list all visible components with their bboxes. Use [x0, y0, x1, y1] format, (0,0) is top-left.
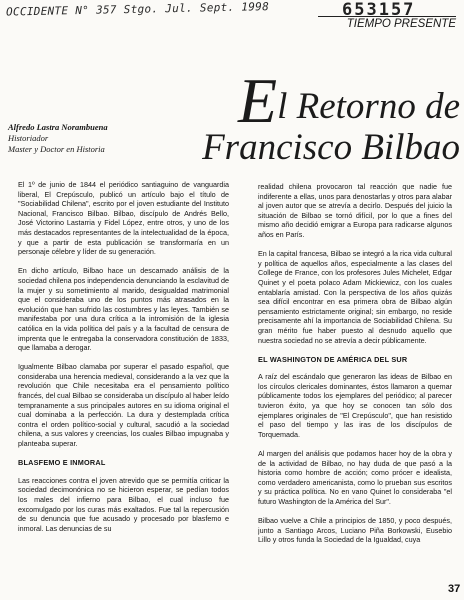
title-initial: E	[238, 65, 278, 136]
right-paragraph-2: En la capital francesa, Bilbao se integró a la rica vida cultural y política de aquellos años, especialmente a las clases del College de France, con los profesores Jules Michelet, Edgar Quinet y el poeta polaco Adam Mickiewicz, con los cuales entablaría amistad. Con la perspectiva de los años quizás sea difícil encontrar en esa primera obra de Bilbao algún pensamiento estrictamente original; sin embargo, no reside precisamente ahí la importancia de Sociabilidad Chilena. Su gran mérito fue haber puesto al desnudo aquello que nuestra sociedad no se atrevía a decir públicamente.	[258, 249, 452, 345]
author-role-2: Master y Doctor en Historia	[8, 144, 105, 154]
left-paragraph-2: En dicho artículo, Bilbao hace un descarnado análisis de la sociedad chilena pos independencia denunciando la esclavitud de la mujer y su sometimiento al marido, desigualdad matrimonial que el consideraba uno de los puntos más atrasados en la evolución que han sufrido las costumbres y las leyes. También se manifestaba por una dura crítica a la intromisión de la iglesia católica en la vida política del país y a la facultad de censura de imprenta que le entregaba la conservadora constitución de 1833, que llamaba a derogar.	[18, 266, 229, 353]
right-paragraph-4: Al margen del análisis que podamos hacer hoy de la obra y de la actividad de Bilbao, no hay duda de que pasó a la historia como hombre de acción; como prócer e idealista, como verdadero americanista, como lo prueban sus escritos y su práctica política. No en vano Quinet lo consideraba "el futuro Washington de la América del Sur".	[258, 449, 452, 506]
left-paragraph-3: Igualmente Bilbao clamaba por superar el pasado español, que consideraba una herencia medieval, considerando a la vez que la revolución que Chile necesitaba era el pensamiento político francés, del cual Bilbao se consideraba un discípulo al haber leído tempranamente a sus principales autores en su idioma original el cual dominaba a la perfección. La dura y destemplada crítica contra el orden político-social y cultural, sacudió a la sociedad chilena, a sus valores y creencias, los cuales Bilbao impugnaba y planteaba superar.	[18, 362, 229, 449]
right-paragraph-3: A raíz del escándalo que generaron las ideas de Bilbao en los círculos clericales dominantes, éstos llamaron a quemar públicamente todos los ejemplares del periódico; al parecer tuvieron éxito, ya que hoy se conocen tan sólo dos ejemplares originales de "El Crepúsculo", que han resistido el paso del tiempo y las iras de los discípulos de Torquemada.	[258, 372, 452, 439]
title-line-2: Francisco Bilbao	[202, 127, 460, 168]
right-paragraph-1: realidad chilena provocaron tal reacción que nadie fue indiferente a ellas, unos para denostarlas y otros para alabar al joven autor que se atrevía a decirlo. Después del juicio la situación de Bilbao se tornó difícil, por lo que a fines del mismo año decidió emigrar a Europa para radicarse algunos años en París.	[258, 182, 452, 239]
catalog-number: 653157	[342, 0, 416, 20]
right-paragraph-5: Bilbao vuelve a Chile a principios de 1850, y poco después, junto a Santiago Arcos, Luciano Piña Borkowski, Eusebio Lillo y otros funda la Sociedad de la Igualdad, cuya	[258, 516, 452, 545]
subheading-washington: EL WASHINGTON DE AMÉRICA DEL SUR	[258, 354, 408, 364]
section-label: TIEMPO PRESENTE	[318, 16, 456, 32]
left-paragraph-1: El 1º de junio de 1844 el periódico santiaguino de vanguardia liberal, El Crepúsculo, publicó un artículo bajo el título de "Sociabilidad Chilena", escrito por el joven estudiante del Instituto Nacional, Francisco Bilbao. Bilbao, discípulo de Andrés Bello, José Victorino Lastarria y Fidel López, entre otros, y uno de los más destacados representantes de la intelectualidad de la época, y que a partir de esta publicación se transformaría en un personaje célebre y líder de su generación.	[18, 180, 229, 257]
author-name: Alfredo Lastra Norambuena	[8, 122, 108, 132]
left-paragraph-4: Las reacciones contra el joven atrevido que se permitía criticar la sociedad decimonónica no se hicieron esperar, se pedían todos los males del infierno para Bilbao, el cual incluso fue excomulgado por los curas más exaltados. Fue tal la repercusión de su denuncia que fue acusado y procesado por blasfemo e inmoral. Las denuncias de su	[18, 475, 229, 533]
title-line-1	[196, 65, 460, 136]
handwritten-source-note: OCCIDENTE N° 357 Stgo. Jul. Sept. 1998	[5, 0, 270, 19]
author-block	[8, 122, 188, 155]
page-number: 37	[448, 583, 461, 595]
left-column	[18, 180, 229, 598]
title-line-1-rest: l Retorno de	[277, 86, 460, 127]
author-role-1: Historiador	[8, 133, 49, 143]
right-column	[258, 182, 452, 600]
article-title	[196, 65, 460, 170]
subheading-blasfemo: BLASFEMO E INMORAL	[18, 458, 106, 468]
